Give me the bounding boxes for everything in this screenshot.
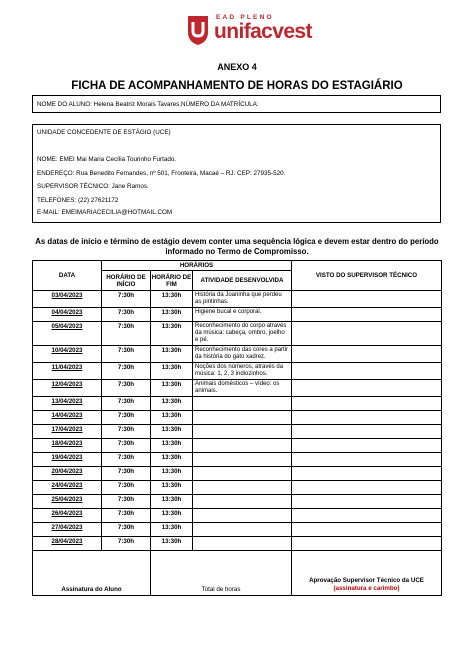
activity-cell: Higiene bucal e corporal. [193,308,292,322]
table-row [33,380,442,397]
start-time-cell: 7:30h [102,537,151,551]
col-activity: ATIVIDADE DESENVOLVIDA [193,271,292,291]
end-time-cell: 13:30h [151,397,193,411]
table-row [33,411,442,425]
end-time-cell: 13:30h [151,481,193,495]
footer-approval-label: Aprovação Supervisor Técnico da UCE [309,577,424,584]
supervisor-visa-cell [292,411,442,425]
supervisor-visa-cell [292,467,442,481]
date-cell: 10/04/2023 [33,346,102,363]
date-cell: 14/04/2023 [33,411,102,425]
page-title: FICHA DE ACOMPANHAMENTO DE HORAS DO ESTAGIÁRIO [71,80,403,92]
table-row [33,425,442,439]
student-box [32,95,441,113]
company-supervisor: SUPERVISOR TÉCNICO: Jane Ramos. [37,183,149,190]
table-row [33,322,442,346]
start-time-cell: 7:30h [102,481,151,495]
start-time-cell: 7:30h [102,439,151,453]
date-cell: 27/04/2023 [33,523,102,537]
footer-total-hours: Total de horas [151,551,292,596]
col-start: HORÁRIO DE INÍCIO [102,271,151,291]
end-time-cell: 13:30h [151,467,193,481]
supervisor-visa-cell [292,481,442,495]
company-heading: UNIDADE CONCEDENTE DE ESTÁGIO (UCE) [37,129,171,136]
activity-cell: Reconhecimento do corpo através da música: cabeça, ombro, joelho e pé. [193,322,292,346]
supervisor-visa-cell [292,453,442,467]
start-time-cell: 7:30h [102,453,151,467]
end-time-cell: 13:30h [151,308,193,322]
start-time-cell: 7:30h [102,346,151,363]
table-row [33,537,442,551]
col-hours: HORÁRIOS [102,261,292,271]
annex-label: ANEXO 4 [217,62,257,72]
end-time-cell: 13:30h [151,523,193,537]
supervisor-visa-cell [292,322,442,346]
end-time-cell: 13:30h [151,380,193,397]
end-time-cell: 13:30h [151,495,193,509]
end-time-cell: 13:30h [151,346,193,363]
shield-logo-icon [186,14,210,46]
footer-approval-note: (assinatura e carimbo) [333,585,400,592]
supervisor-visa-cell [292,291,442,308]
end-time-cell: 13:30h [151,411,193,425]
activity-cell [193,411,292,425]
start-time-cell: 7:30h [102,467,151,481]
footer-student-signature: Assinatura do Aluno [33,551,151,596]
supervisor-visa-cell [292,523,442,537]
supervisor-visa-cell [292,439,442,453]
supervisor-visa-cell [292,380,442,397]
table-row [33,397,442,411]
table-row [33,439,442,453]
end-time-cell: 13:30h [151,453,193,467]
supervisor-visa-cell [292,308,442,322]
end-time-cell: 13:30h [151,509,193,523]
date-cell: 17/04/2023 [33,425,102,439]
logo-subtitle: EAD PLENO [216,14,274,21]
table-row [33,346,442,363]
table-row [33,467,442,481]
activity-cell [193,425,292,439]
activity-cell [193,439,292,453]
table-row [33,308,442,322]
start-time-cell: 7:30h [102,363,151,380]
company-box [32,124,441,223]
activity-cell [193,481,292,495]
company-phones: TELEFONES: (22) 27621172 [37,197,119,204]
start-time-cell: 7:30h [102,425,151,439]
table-row [33,481,442,495]
activity-cell [193,509,292,523]
start-time-cell: 7:30h [102,397,151,411]
date-cell: 20/04/2023 [33,467,102,481]
end-time-cell: 13:30h [151,322,193,346]
student-line: NOME DO ALUNO: Helena Beatriz Morais Tavares.NÚMERO DA MATRÍCULA: [37,101,259,108]
date-cell: 11/04/2023 [33,363,102,380]
start-time-cell: 7:30h [102,411,151,425]
activity-cell [193,453,292,467]
date-cell: 03/04/2023 [33,291,102,308]
activity-cell [193,537,292,551]
supervisor-visa-cell [292,425,442,439]
end-time-cell: 13:30h [151,291,193,308]
activity-cell [193,495,292,509]
activity-cell [193,523,292,537]
start-time-cell: 7:30h [102,291,151,308]
activity-cell: Noções dos números, através da música: 1, 2, 3 indiozinhos. [193,363,292,380]
end-time-cell: 13:30h [151,439,193,453]
company-address: ENDEREÇO: Rua Benedito Fernandes, nº 501, Fronteira, Macaé – RJ. CEP: 27935-520. [37,170,286,177]
col-date: DATA [33,261,102,291]
start-time-cell: 7:30h [102,509,151,523]
supervisor-visa-cell [292,495,442,509]
end-time-cell: 13:30h [151,537,193,551]
activity-cell [193,467,292,481]
date-cell: 19/04/2023 [33,453,102,467]
table-row [33,509,442,523]
table-row [33,291,442,308]
date-cell: 26/04/2023 [33,509,102,523]
company-email: E-MAIL: EMEIMARIACECILIA@HOTMAIL.COM [37,209,173,216]
end-time-cell: 13:30h [151,363,193,380]
supervisor-visa-cell [292,363,442,380]
date-cell: 13/04/2023 [33,397,102,411]
col-visa: VISTO DO SUPERVISOR TÉCNICO [292,261,442,291]
date-cell: 05/04/2023 [33,322,102,346]
supervisor-visa-cell [292,346,442,363]
footer-approval [292,551,442,596]
notice-text: As datas de início e término de estágio devem conter uma sequência lógica e devem estar dentro do período informado no Termo de Compromisso. [35,237,439,256]
table-row [33,453,442,467]
date-cell: 04/04/2023 [33,308,102,322]
date-cell: 12/04/2023 [33,380,102,397]
activity-cell [193,397,292,411]
date-cell: 18/04/2023 [33,439,102,453]
supervisor-visa-cell [292,397,442,411]
col-end: HORÁRIO DE FIM [151,271,193,291]
date-cell: 25/04/2023 [33,495,102,509]
table-row [33,523,442,537]
date-cell: 28/04/2023 [33,537,102,551]
start-time-cell: 7:30h [102,308,151,322]
logo-brand: unifacvest [214,20,312,43]
table-row [33,363,442,380]
end-time-cell: 13:30h [151,425,193,439]
hours-table [32,260,442,596]
logo [186,14,316,48]
supervisor-visa-cell [292,537,442,551]
activity-cell: Reconhecimento das cores a partir da história do gato xadrez. [193,346,292,363]
activity-cell: História da Joaninha que perdeu as pintinhas. [193,291,292,308]
company-name: NOME: EMEI Mai Maria Cecília Tourinho Furtado. [37,156,177,163]
table-row [33,495,442,509]
activity-cell: Animais domésticos – vídeo: os animais. [193,380,292,397]
supervisor-visa-cell [292,509,442,523]
start-time-cell: 7:30h [102,380,151,397]
start-time-cell: 7:30h [102,495,151,509]
start-time-cell: 7:30h [102,523,151,537]
date-cell: 24/04/2023 [33,481,102,495]
start-time-cell: 7:30h [102,322,151,346]
